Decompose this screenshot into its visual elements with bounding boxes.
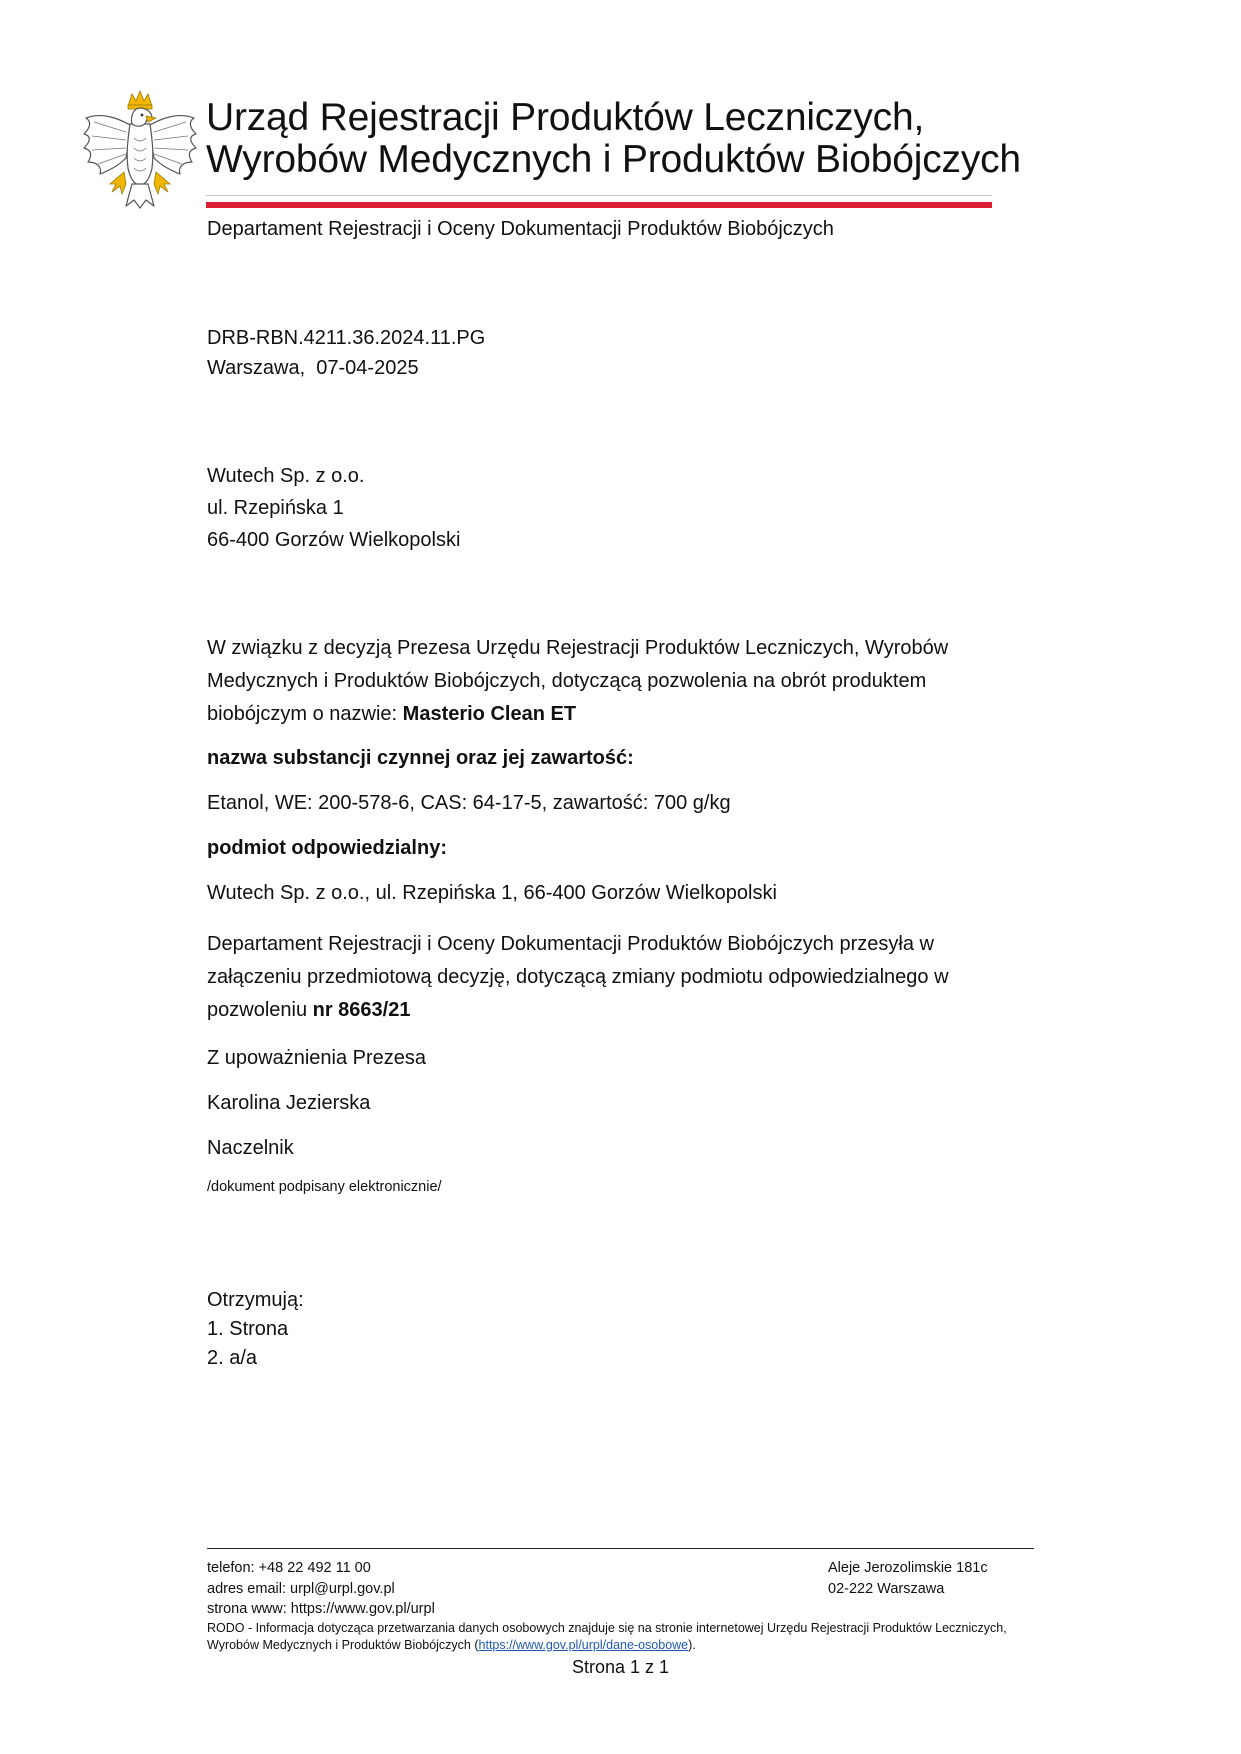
electronic-signature-note: /dokument podpisany elektronicznie/ [207,1179,442,1195]
rodo-text: RODO - Informacja dotycząca przetwarzania danych osobowych znajduje się na stronie internetowej Urzędu Rejestracji Produktów Leczniczych, Wyrobów Medycznych i Produktów Biobójczych ( [207,1621,1007,1652]
intro-paragraph [207,632,1007,731]
footer-email: adres email: urpl@urpl.gov.pl [207,1580,395,1597]
header-red-rule [206,202,992,208]
department-name: Departament Rejestracji i Oceny Dokumentacji Produktów Biobójczych [207,218,834,240]
recipient-address [207,460,460,556]
recipients-heading: Otrzymują: [207,1289,304,1311]
recipients-list [207,1286,1007,1373]
rodo-notice [207,1620,1007,1654]
footer-address-line2: 02-222 Warszawa [828,1580,945,1597]
entity-heading: podmiot odpowiedzialny: [207,837,447,859]
substance-heading: nazwa substancji czynnej oraz jej zawartość: [207,747,634,769]
page-number: Strona 1 z 1 [571,1657,670,1677]
footer-contact [207,1558,435,1620]
permit-number: nr 8663/21 [312,999,411,1021]
recipient-street: ul. Rzepińska 1 [207,497,344,519]
rodo-link[interactable]: https://www.gov.pl/urpl/dane-osobowe [478,1638,689,1652]
department-paragraph [207,928,1007,1027]
footer-phone: telefon: +48 22 492 11 00 [207,1560,371,1576]
letter-body [207,632,1007,1373]
footer-www: strona www: https://www.gov.pl/urpl [207,1601,435,1617]
recipient-city: 66-400 Gorzów Wielkopolski [207,529,461,551]
recipient-name: Wutech Sp. z o.o. [207,465,365,487]
institution-name-line2: Wyrobów Medycznych i Produktów Biobójczych [206,138,1021,181]
signatory-name: Karolina Jezierska [207,1092,371,1114]
entity-value: Wutech Sp. z o.o., ul. Rzepińska 1, 66-400 Gorzów Wielkopolski [207,882,777,904]
list-item: 2. a/a [207,1347,258,1369]
signature-authority: Z upoważnienia Prezesa [207,1047,427,1069]
intro-text: W związku z decyzją Prezesa Urzędu Rejestracji Produktów Leczniczych, Wyrobów Medycznych i Produktów Biobójczych, dotyczącą pozwolenia na obrót produktem biobójczym o nazwie: [207,637,949,725]
polish-eagle-emblem-icon [82,88,198,210]
footer-address [828,1558,988,1599]
institution-name-line1: Urząd Rejestracji Produktów Leczniczych, [206,96,925,139]
reference-number: DRB-RBN.4211.36.2024.11.PG [207,327,486,349]
dept-text: Departament Rejestracji i Oceny Dokumentacji Produktów Biobójczych przesyła w załączeniu przedmiotową decyzję, dotyczącą zmiany podmiotu odpowiedzialnego w pozwoleniu [207,933,949,1021]
list-item: 1. Strona [207,1318,289,1340]
signatory-title: Naczelnik [207,1137,294,1159]
product-name: Masterio Clean ET [402,703,577,725]
substance-value: Etanol, WE: 200-578-6, CAS: 64-17-5, zawartość: 700 g/kg [207,792,731,814]
place-date: Warszawa, 07-04-2025 [207,357,419,379]
header-thin-rule [206,195,992,196]
rodo-end: ). [688,1638,696,1652]
footer-address-line1: Aleje Jerozolimskie 181c [828,1560,988,1576]
footer-rule [207,1548,1034,1549]
reference-block [207,323,485,383]
